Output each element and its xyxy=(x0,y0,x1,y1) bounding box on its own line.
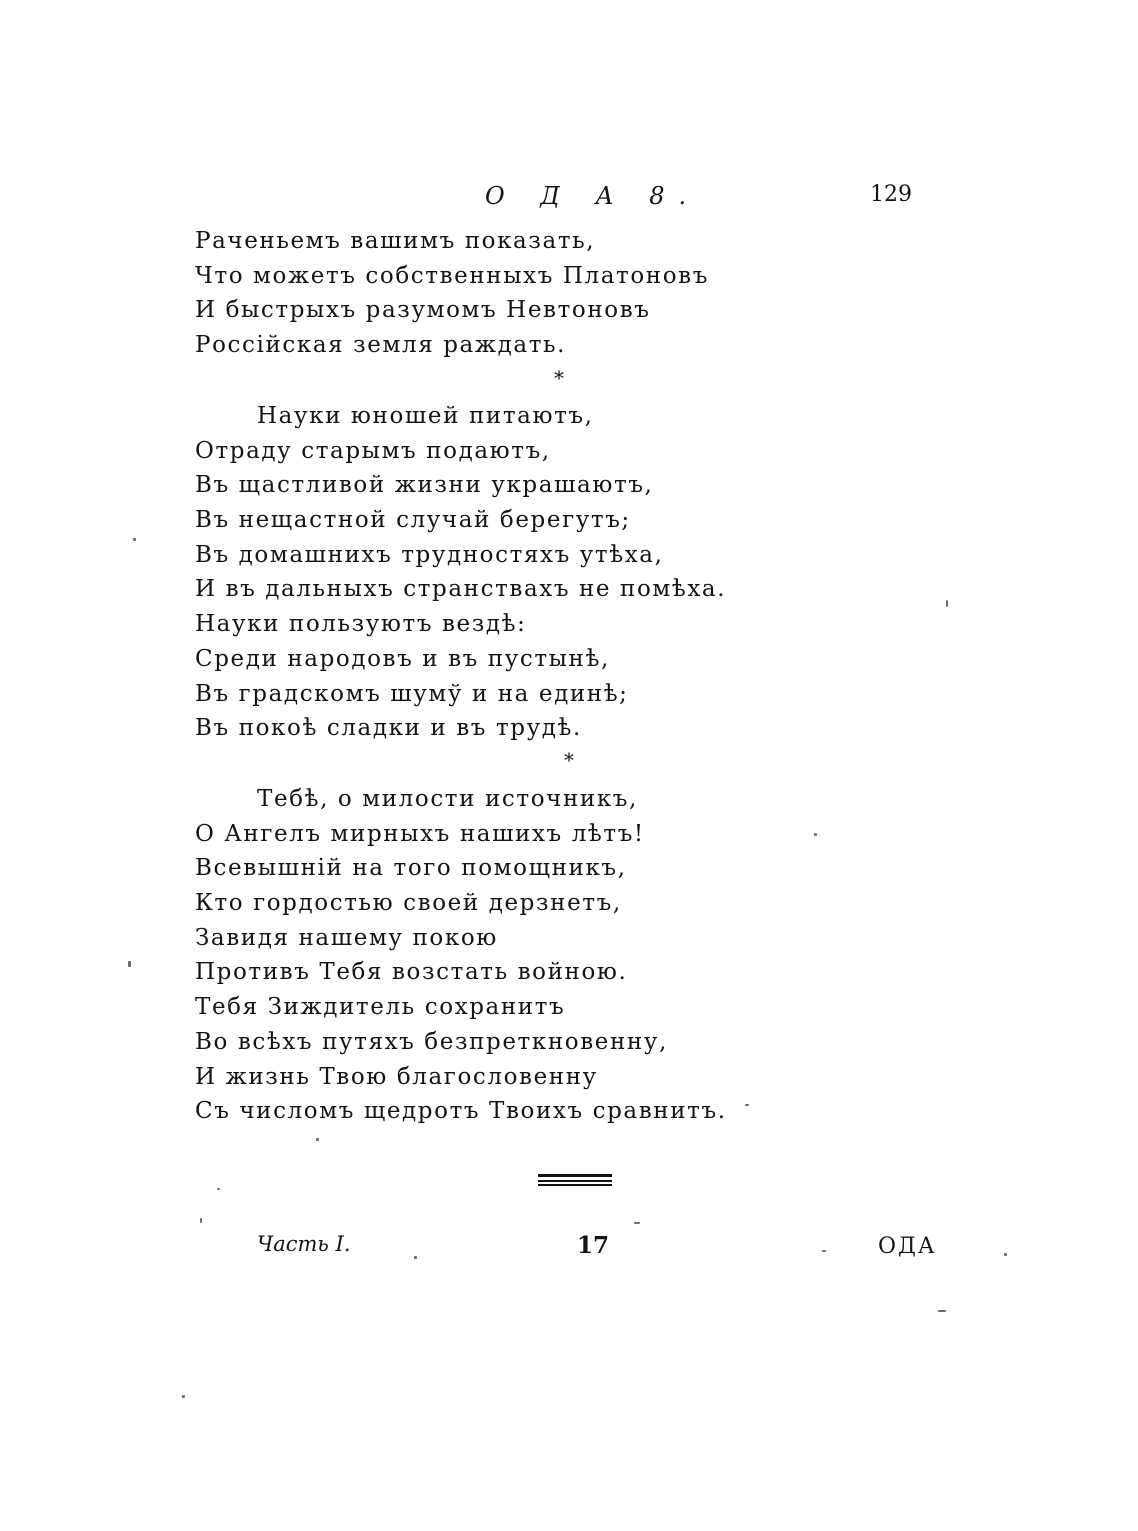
scan-speck xyxy=(634,1222,640,1224)
verse-line: Что можетъ собственныхъ Платоновъ xyxy=(195,262,709,289)
verse-line: Во всѣхъ путяхъ безпреткновенну, xyxy=(195,1028,668,1055)
scan-speck xyxy=(316,1138,319,1141)
rule-bar xyxy=(538,1184,612,1186)
scan-speck xyxy=(822,1250,826,1252)
scan-speck xyxy=(128,961,131,967)
verse-line: Всевышній на того помощникъ, xyxy=(195,855,627,882)
stanza-3 xyxy=(195,782,755,1129)
verse-line: Россійская земля раждать. xyxy=(195,332,567,359)
scan-speck xyxy=(133,538,136,541)
stanza-1 xyxy=(195,224,755,363)
verse-line: Въ домашнихъ трудностяхъ утѣха, xyxy=(195,541,664,568)
catchword: ОДА xyxy=(878,1234,937,1259)
verse-line: Отраду старымъ подаютъ, xyxy=(195,437,551,464)
verse-line: И въ дальныхъ странствахъ не помѣха. xyxy=(195,576,727,603)
scan-speck xyxy=(1004,1253,1007,1256)
footer xyxy=(0,1232,1138,1266)
volume-part-signature: Часть I. xyxy=(257,1232,351,1256)
scan-speck xyxy=(938,1310,946,1312)
verse-line: Тебя Зиждитель сохранитъ xyxy=(195,994,566,1021)
scan-speck xyxy=(414,1256,417,1259)
running-title: О Д А 8. xyxy=(485,182,701,210)
rule-bar xyxy=(538,1174,612,1177)
verse-line: И быстрыхъ разумомъ Невтоновъ xyxy=(195,297,651,324)
verse-line: Противъ Тебя возстать войною. xyxy=(195,959,628,986)
stanza-separator: * xyxy=(554,366,564,390)
rule-bar xyxy=(538,1180,612,1182)
verse-line: Въ нещастной случай берегутъ; xyxy=(195,507,631,534)
scan-speck xyxy=(814,833,817,836)
verse-line: И жизнь Твою благословенну xyxy=(195,1063,598,1090)
verse-line: Раченьемъ вашимъ показать, xyxy=(195,228,596,254)
verse-line: Въ щастливой жизни украшаютъ, xyxy=(195,472,654,499)
verse-line: Тебѣ, о милости источникъ, xyxy=(257,786,638,812)
verse-line: Науки юношей питаютъ, xyxy=(257,403,594,429)
page-number: 129 xyxy=(870,182,912,207)
gathering-signature: 17 xyxy=(577,1232,610,1259)
scan-speck xyxy=(946,600,948,607)
running-head xyxy=(0,182,1138,218)
end-of-text-rule xyxy=(538,1174,612,1186)
verse-line: Кто гордостью своей дерзнетъ, xyxy=(195,890,622,917)
verse-line: Науки пользуютъ вездѣ: xyxy=(195,611,527,638)
scan-speck xyxy=(200,1218,202,1223)
scan-speck xyxy=(217,1188,220,1190)
verse-line: Въ градскомъ шумў и на единѣ; xyxy=(195,680,629,707)
verse-line: Съ числомъ щедротъ Твоихъ сравнитъ. xyxy=(195,1098,727,1125)
verse-line: Завидя нашему покою xyxy=(195,924,498,951)
verse-line: Въ покоѣ сладки и въ трудѣ. xyxy=(195,715,582,742)
verse-line: О Ангелъ мирныхъ нашихъ лѣтъ! xyxy=(195,820,645,847)
stanza-separator: * xyxy=(564,748,574,772)
verse-line: Среди народовъ и въ пустынѣ, xyxy=(195,645,610,672)
scan-speck xyxy=(182,1395,185,1398)
stanza-2 xyxy=(195,399,755,746)
scan-speck xyxy=(745,1104,749,1106)
